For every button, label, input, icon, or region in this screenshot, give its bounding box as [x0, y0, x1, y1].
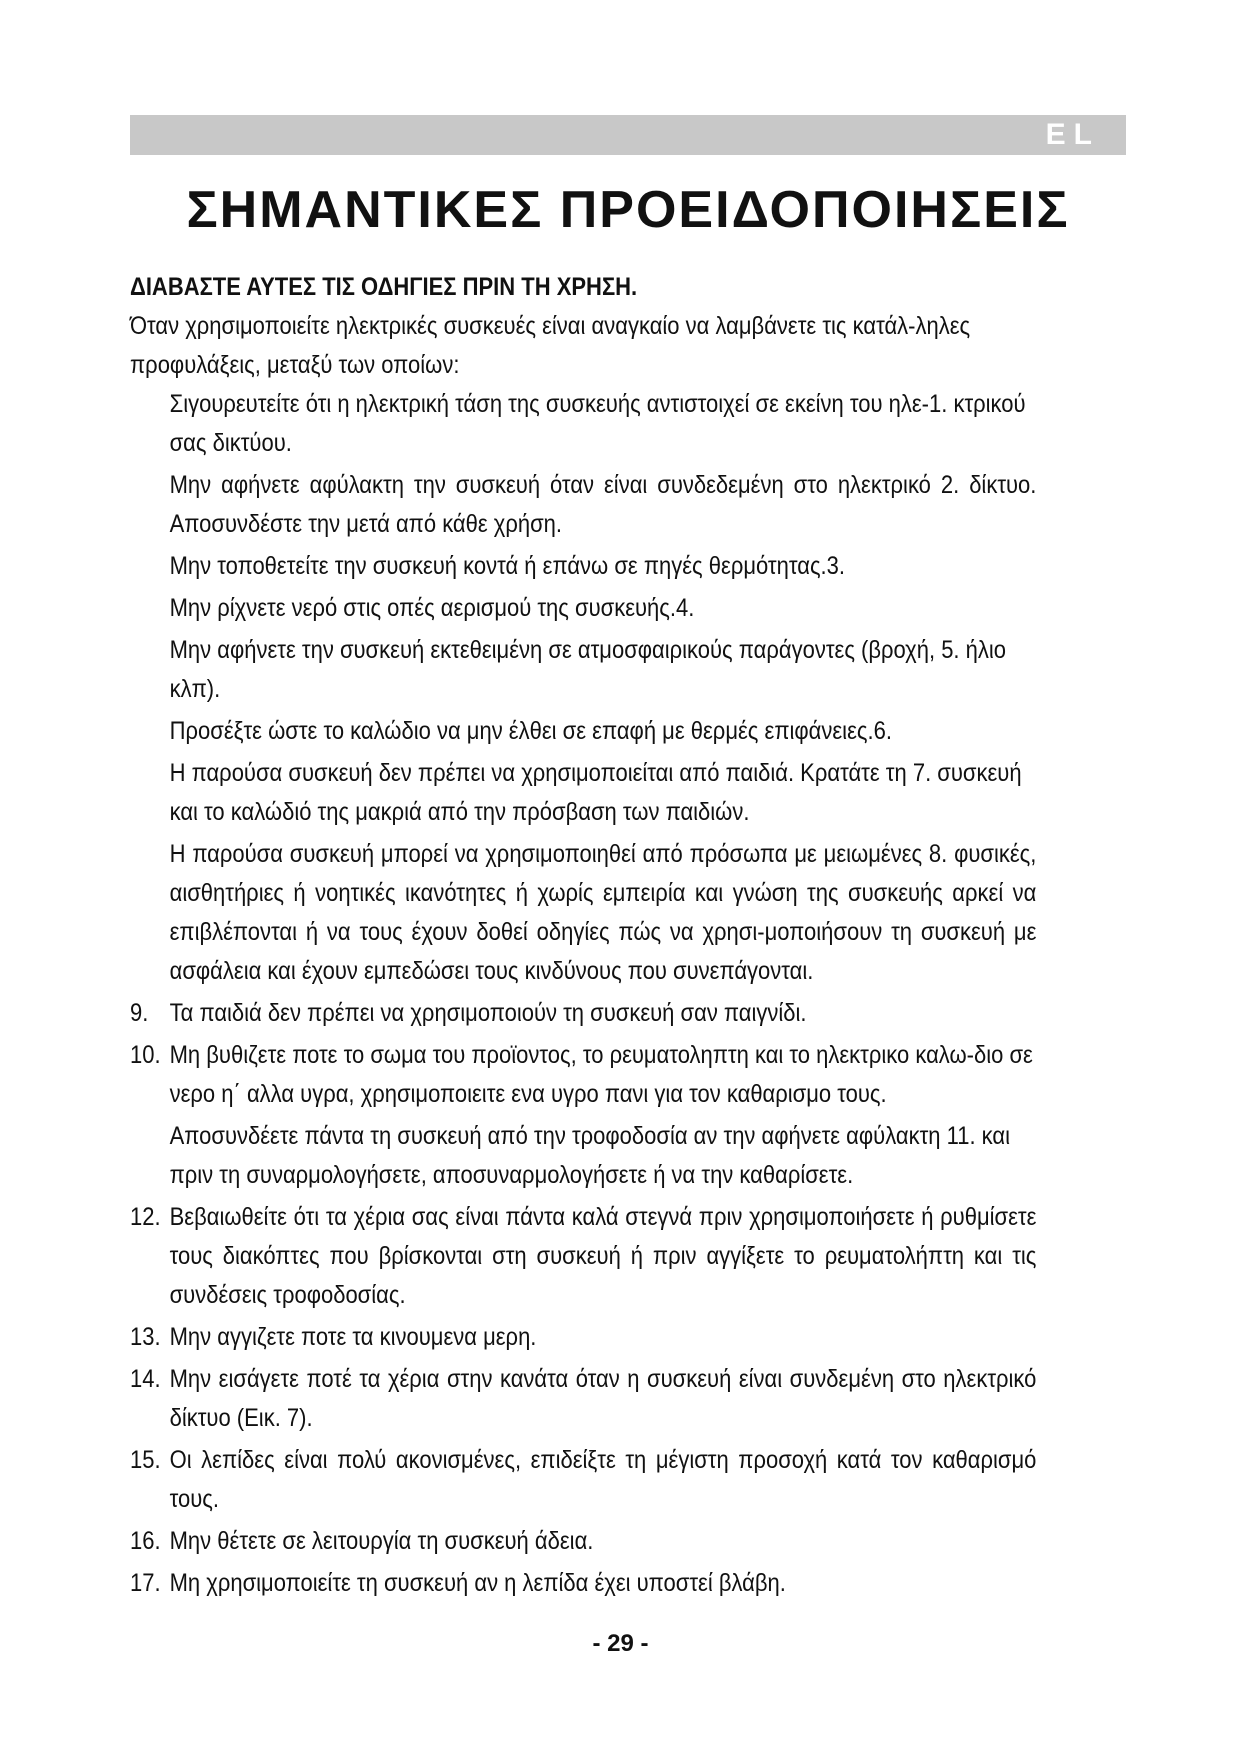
item-text: Μην αφήνετε αφύλακτη την συσκευή όταν είναι συνδεδεμένη στο ηλεκτρικό 2. δίκτυο. Αποσυνδέστε την μετά από κάθε χρήση.: [169, 471, 1037, 538]
item-text: Μην αφήνετε την συσκευή εκτεθειμένη σε ατμοσφαιρικούς παράγοντες (βροχή, 5. ήλιο κλπ).: [169, 636, 1007, 703]
list-item: [130, 1441, 1036, 1519]
list-item: [130, 1564, 1036, 1603]
item-number: 12.: [130, 1203, 161, 1231]
list-item: [130, 994, 1036, 1033]
item-number: 10.: [130, 1041, 161, 1069]
item-text: Μην αγγιζετε ποτε τα κινουμενα μερη.: [169, 1323, 537, 1351]
warnings-list: [130, 385, 1036, 1603]
item-text: Προσέξτε ώστε το καλώδιο να μην έλθει σε επαφή με θερμές επιφάνειες.6.: [169, 717, 892, 745]
list-item: [130, 1198, 1036, 1315]
item-number: 13.: [130, 1323, 161, 1351]
list-item: [130, 385, 1036, 463]
item-text: Η παρούσα συσκευή μπορεί να χρησιμοποιηθεί από πρόσωπα με μειωμένες 8. φυσικές, αισθητήριες ή νοητικές ικανότητες ή χωρίς εμπειρία και γνώση της συσκευής αρκεί να επιβλέπονται ή να τους έχουν δοθεί οδηγίες πώς να χρησι-μοποιήσουν τη συσκευή με ασφάλεια και έχουν εμπεδώσει τους κινδύνους που συνεπάγονται.: [169, 840, 1037, 985]
list-item: [130, 754, 1036, 832]
list-item: [130, 547, 1036, 586]
item-text: Σιγουρευτείτε ότι η ηλεκτρική τάση της συσκευής αντιστοιχεί σε εκείνη του ηλε-1. κτρικού σας δικτύου.: [169, 390, 1026, 457]
item-text: Μην τοποθετείτε την συσκευή κοντά ή επάνω σε πηγές θερμότητας.3.: [169, 552, 846, 580]
intro-paragraph: Όταν χρησιμοποιείτε ηλεκτρικές συσκευές είναι αναγκαίο να λαμβάνετε τις κατάλ-ληλες προφυλάξεις, μεταξύ των οποίων:: [130, 312, 971, 379]
item-text: Αποσυνδέετε πάντα τη συσκευή από την τροφοδοσία αν την αφήνετε αφύλακτη 11. και πριν τη συναρμολογήσετε, αποσυναρμολογήσετε ή να την καθαρίσετε.: [169, 1122, 1011, 1189]
item-text: Μη βυθιζετε ποτε το σωμα του προϊοντος, το ρευματοληπτη και το ηλεκτρικο καλω-διο σε νερο η΄ αλλα υγρα, χρησιμοποιειτε ενα υγρο πανι για τον καθαρισμο τους.: [169, 1041, 1033, 1108]
item-text: Μην εισάγετε ποτέ τα χέρια στην κανάτα όταν η συσκευή είναι συνδεμένη στο ηλεκτρικό δίκτυο (Εικ. 7).: [169, 1365, 1037, 1432]
list-item: [130, 1318, 1036, 1357]
item-number: 9.: [130, 999, 149, 1027]
list-item: [130, 835, 1036, 991]
page-number: - 29 -: [592, 1630, 649, 1657]
list-item: [130, 1522, 1036, 1561]
item-text: Τα παιδιά δεν πρέπει να χρησιμοποιούν τη συσκευή σαν παιγνίδι.: [169, 999, 807, 1027]
item-text: Μην θέτετε σε λειτουργία τη συσκευή άδεια.: [169, 1527, 594, 1555]
item-text: Οι λεπίδες είναι πολύ ακονισμένες, επιδείξτε τη μέγιστη προσοχή κατά τον καθαρισμό τους.: [169, 1446, 1037, 1513]
item-text: Η παρούσα συσκευή δεν πρέπει να χρησιμοποιείται από παιδιά. Κρατάτε τη 7. συσκευή και το καλώδιό της μακριά από την πρόσβαση των παιδιών.: [169, 759, 1022, 826]
language-header-bar: [130, 115, 1126, 155]
page-title: ΣΗΜΑΝΤΙΚΕΣ ΠΡΟΕΙΔΟΠΟΙΗΣΕΙΣ: [186, 181, 1070, 239]
item-number: 16.: [130, 1527, 161, 1555]
item-number: 15.: [130, 1446, 161, 1474]
read-instructions-heading: ΔΙΑΒΑΣΤΕ ΑΥΤΕΣ ΤΙΣ ΟΔΗΓΙΕΣ ΠΡΙΝ ΤΗ ΧΡΗΣΗ.: [130, 273, 638, 301]
list-item: [130, 712, 1036, 751]
list-item: [130, 1360, 1036, 1438]
list-item: [130, 1117, 1036, 1195]
item-text: Βεβαιωθείτε ότι τα χέρια σας είναι πάντα καλά στεγνά πριν χρησιμοποιήσετε ή ρυθμίσετε τους διακόπτες που βρίσκονται στη συσκευή ή πριν αγγίξετε το ρευματολήπτη και τις συνδέσεις τροφοδοσίας.: [169, 1203, 1037, 1309]
warnings-body: [130, 268, 1036, 1606]
language-code: EL: [1045, 118, 1100, 151]
list-item: [130, 466, 1036, 544]
list-item: [130, 589, 1036, 628]
item-number: 17.: [130, 1569, 161, 1597]
item-text: Μη χρησιμοποιείτε τη συσκευή αν η λεπίδα έχει υποστεί βλάβη.: [169, 1569, 786, 1597]
list-item: [130, 1036, 1036, 1114]
list-item: [130, 631, 1036, 709]
item-text: Μην ρίχνετε νερό στις οπές αερισμού της συσκευής.4.: [169, 594, 695, 622]
item-number: 14.: [130, 1365, 161, 1393]
